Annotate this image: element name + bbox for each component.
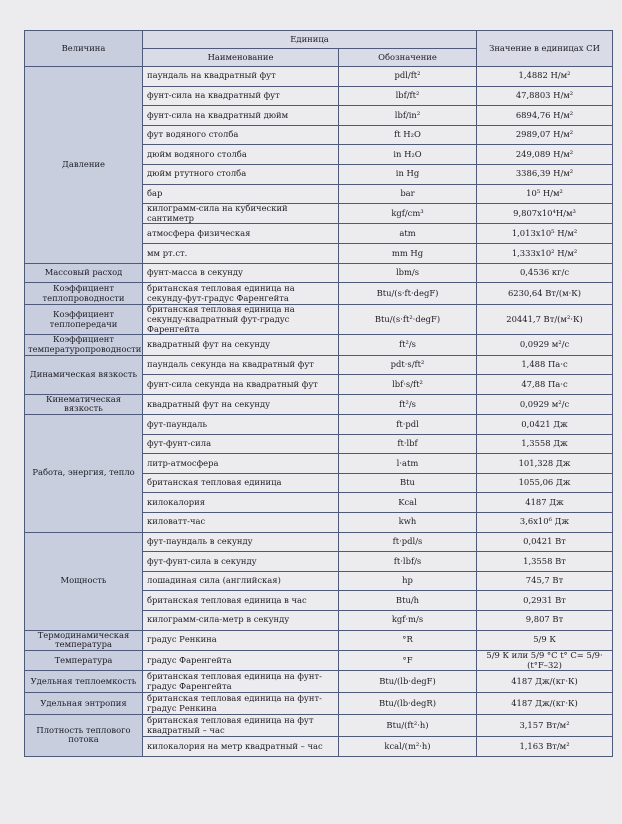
quantity-cell: Температура [25, 650, 143, 670]
unit-symbol-cell: ft·pdl/s [339, 532, 477, 552]
unit-name-cell: фунт-сила секунда на квадратный фут [143, 375, 339, 395]
si-value-cell: 9,807 Вт [477, 610, 613, 630]
unit-symbol-cell: Btu/(lb·degR) [339, 693, 477, 715]
header-si-value: Значение в единицах СИ [477, 31, 613, 67]
unit-name-cell: паундаль на квадратный фут [143, 67, 339, 87]
unit-name-cell: атмосфера физическая [143, 224, 339, 244]
quantity-cell: Удельная энтропия [25, 693, 143, 715]
si-value-cell: 1,488 Па·с [477, 355, 613, 375]
si-value-cell: 0,2931 Вт [477, 591, 613, 611]
si-value-cell: 5/9 К или 5/9 °C t° C= 5/9· (t°F–32) [477, 650, 613, 670]
unit-name-cell: градус Ренкина [143, 630, 339, 650]
unit-name-cell: килокалория [143, 493, 339, 513]
unit-name-cell: британская тепловая единица на секунду-квадратный фут-градус Фаренгейта [143, 305, 339, 335]
unit-symbol-cell: Btu/(ft²·h) [339, 715, 477, 737]
unit-symbol-cell: in Hg [339, 164, 477, 184]
unit-name-cell: фунт-сила на квадратный дюйм [143, 106, 339, 126]
unit-name-cell: квадратный фут на секунду [143, 335, 339, 355]
si-value-cell: 0,4536 кг/с [477, 263, 613, 283]
si-value-cell: 1,3558 Дж [477, 434, 613, 454]
si-value-cell: 1,163 Вт/м² [477, 737, 613, 757]
unit-name-cell: градус Фаренгейта [143, 650, 339, 670]
si-value-cell: 3386,39 Н/м² [477, 164, 613, 184]
unit-symbol-cell: ft²/s [339, 394, 477, 414]
unit-name-cell: фунт-масса в секунду [143, 263, 339, 283]
si-value-cell: 1,3558 Вт [477, 552, 613, 572]
unit-name-cell: фут-фунт-сила [143, 434, 339, 454]
si-value-cell: 1055,06 Дж [477, 473, 613, 493]
header-unit: Единица [143, 31, 477, 49]
unit-name-cell: киловатт-час [143, 513, 339, 533]
table-row [25, 650, 613, 670]
unit-symbol-cell: pdt·s/ft² [339, 355, 477, 375]
quantity-cell: Мощность [25, 532, 143, 630]
si-value-cell: 5/9 К [477, 630, 613, 650]
unit-name-cell: фут-паундаль в секунду [143, 532, 339, 552]
table-row [25, 715, 613, 737]
quantity-cell: Массовый расход [25, 263, 143, 283]
quantity-cell: Коэффициент температуропроводности [25, 335, 143, 355]
table-header [25, 31, 613, 67]
table-body [25, 67, 613, 757]
quantity-cell: Плотность теплового потока [25, 715, 143, 757]
si-value-cell: 1,4882 Н/м² [477, 67, 613, 87]
quantity-cell: Динамическая вязкость [25, 355, 143, 394]
header-quantity: Величина [25, 31, 143, 67]
unit-name-cell: дюйм водяного столба [143, 145, 339, 165]
unit-name-cell: фут водяного столба [143, 125, 339, 145]
unit-symbol-cell: hp [339, 571, 477, 591]
unit-symbol-cell: °R [339, 630, 477, 650]
unit-conversion-table [24, 30, 613, 757]
unit-name-cell: британская тепловая единица на секунду-фут-градус Фаренгейта [143, 283, 339, 305]
si-value-cell: 1,333x10² Н/м² [477, 244, 613, 264]
table-row [25, 415, 613, 435]
unit-symbol-cell: ft·lbf/s [339, 552, 477, 572]
quantity-cell: Удельная теплоемкость [25, 671, 143, 693]
table-row [25, 630, 613, 650]
header-symbol: Обозначение [339, 49, 477, 67]
unit-symbol-cell: kwh [339, 513, 477, 533]
unit-name-cell: лошадиная сила (английская) [143, 571, 339, 591]
unit-symbol-cell: ft²/s [339, 335, 477, 355]
si-value-cell: 0,0421 Вт [477, 532, 613, 552]
si-value-cell: 2989,07 Н/м² [477, 125, 613, 145]
unit-name-cell: британская тепловая единица на фунт-градус Фаренгейта [143, 671, 339, 693]
unit-name-cell: британская тепловая единица на фунт-градус Ренкина [143, 693, 339, 715]
si-value-cell: 249,089 Н/м² [477, 145, 613, 165]
unit-symbol-cell: bar [339, 184, 477, 204]
quantity-cell: Коэффициент теплопередачи [25, 305, 143, 335]
unit-name-cell: килограмм-сила на кубический сантиметр [143, 204, 339, 224]
table-row [25, 67, 613, 87]
unit-symbol-cell: kgf/cm³ [339, 204, 477, 224]
unit-name-cell: мм рт.ст. [143, 244, 339, 264]
si-value-cell: 1,013x10⁵ Н/м² [477, 224, 613, 244]
table-row [25, 263, 613, 283]
unit-name-cell: килокалория на метр квадратный – час [143, 737, 339, 757]
table-row [25, 671, 613, 693]
unit-symbol-cell: Btu/(lb·degF) [339, 671, 477, 693]
unit-symbol-cell: ft H₂O [339, 125, 477, 145]
unit-symbol-cell: pdl/ft² [339, 67, 477, 87]
si-value-cell: 0,0929 м²/с [477, 394, 613, 414]
quantity-cell: Термодинамическая температура [25, 630, 143, 650]
unit-symbol-cell: ft·pdl [339, 415, 477, 435]
header-name: Наименование [143, 49, 339, 67]
unit-symbol-cell: in H₂O [339, 145, 477, 165]
table-row [25, 283, 613, 305]
si-value-cell: 4187 Дж/(кг·К) [477, 671, 613, 693]
si-value-cell: 4187 Дж [477, 493, 613, 513]
si-value-cell: 47,88 Па·с [477, 375, 613, 395]
unit-name-cell: британская тепловая единица на фут квадратный – час [143, 715, 339, 737]
unit-symbol-cell: Kcal [339, 493, 477, 513]
unit-name-cell: фут-паундаль [143, 415, 339, 435]
unit-name-cell: фунт-сила на квадратный фут [143, 86, 339, 106]
quantity-cell: Кинематическая вязкость [25, 394, 143, 414]
table-row [25, 305, 613, 335]
unit-name-cell: фут-фунт-сила в секунду [143, 552, 339, 572]
si-value-cell: 10⁵ Н/м² [477, 184, 613, 204]
table-row [25, 394, 613, 414]
unit-symbol-cell: mm Hg [339, 244, 477, 264]
si-value-cell: 9,807x10⁴Н/м³ [477, 204, 613, 224]
si-value-cell: 101,328 Дж [477, 454, 613, 474]
unit-symbol-cell: lbf/ft² [339, 86, 477, 106]
si-value-cell: 745,7 Вт [477, 571, 613, 591]
unit-name-cell: британская тепловая единица в час [143, 591, 339, 611]
unit-name-cell: килограмм-сила-метр в секунду [143, 610, 339, 630]
quantity-cell: Работа, энергия, тепло [25, 415, 143, 533]
unit-symbol-cell: l·atm [339, 454, 477, 474]
quantity-cell: Давление [25, 67, 143, 264]
table-row [25, 335, 613, 355]
si-value-cell: 4187 Дж/(кг·К) [477, 693, 613, 715]
si-value-cell: 0,0421 Дж [477, 415, 613, 435]
si-value-cell: 47,8803 Н/м² [477, 86, 613, 106]
unit-symbol-cell: Btu/(s·ft·degF) [339, 283, 477, 305]
unit-symbol-cell: °F [339, 650, 477, 670]
unit-symbol-cell: ft·lbf [339, 434, 477, 454]
unit-name-cell: бар [143, 184, 339, 204]
unit-symbol-cell: Btu/h [339, 591, 477, 611]
unit-symbol-cell: Btu/(s·ft²·degF) [339, 305, 477, 335]
table-row [25, 355, 613, 375]
unit-symbol-cell: kgf·m/s [339, 610, 477, 630]
unit-symbol-cell: Btu [339, 473, 477, 493]
quantity-cell: Коэффициент теплопроводности [25, 283, 143, 305]
unit-symbol-cell: atm [339, 224, 477, 244]
unit-symbol-cell: lbf/in² [339, 106, 477, 126]
unit-name-cell: паундаль секунда на квадратный фут [143, 355, 339, 375]
table-row [25, 532, 613, 552]
unit-symbol-cell: lbm/s [339, 263, 477, 283]
table-row [25, 693, 613, 715]
si-value-cell: 3,6x10⁶ Дж [477, 513, 613, 533]
si-value-cell: 3,157 Вт/м² [477, 715, 613, 737]
unit-symbol-cell: kcal/(m²·h) [339, 737, 477, 757]
si-value-cell: 0,0929 м²/с [477, 335, 613, 355]
unit-name-cell: квадратный фут на секунду [143, 394, 339, 414]
unit-name-cell: литр-атмосфера [143, 454, 339, 474]
si-value-cell: 20441,7 Вт/(м²·К) [477, 305, 613, 335]
unit-name-cell: британская тепловая единица [143, 473, 339, 493]
unit-symbol-cell: lbf·s/ft² [339, 375, 477, 395]
si-value-cell: 6894,76 Н/м² [477, 106, 613, 126]
unit-name-cell: дюйм ртутного столба [143, 164, 339, 184]
si-value-cell: 6230,64 Вт/(м·К) [477, 283, 613, 305]
